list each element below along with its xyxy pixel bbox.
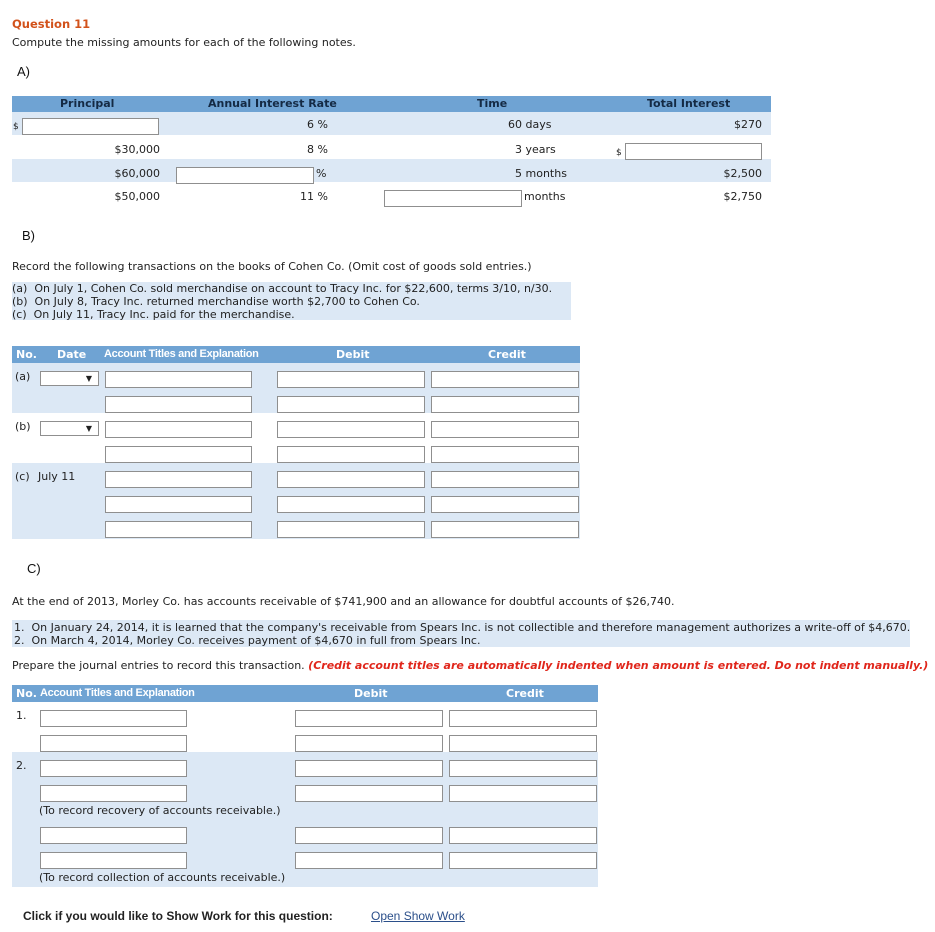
interest-value: $2,750 bbox=[723, 190, 762, 203]
col-debit-header: Debit bbox=[354, 687, 388, 700]
debit-input[interactable] bbox=[295, 760, 443, 777]
credit-input[interactable] bbox=[449, 785, 597, 802]
date-select[interactable] bbox=[40, 421, 99, 436]
dollar-sign: $ bbox=[616, 148, 622, 158]
credit-input[interactable] bbox=[449, 710, 597, 727]
credit-input[interactable] bbox=[431, 496, 579, 513]
credit-input[interactable] bbox=[431, 371, 579, 388]
account-title-input[interactable] bbox=[105, 396, 252, 413]
debit-input[interactable] bbox=[277, 446, 425, 463]
time-value: 60 days bbox=[508, 118, 552, 131]
col-account-header: Account Titles and Explanation bbox=[104, 348, 259, 360]
rate-input[interactable] bbox=[176, 167, 314, 184]
col-no-header: No. bbox=[16, 348, 37, 361]
col-interest-header: Total Interest bbox=[647, 97, 731, 110]
prepare-text: Prepare the journal entries to record this transaction. bbox=[12, 659, 305, 672]
memo-recovery: (To record recovery of accounts receivable.) bbox=[39, 804, 281, 817]
prepare-instruction bbox=[12, 659, 928, 672]
section-a-label: A) bbox=[17, 64, 30, 79]
credit-input[interactable] bbox=[431, 471, 579, 488]
date-select[interactable] bbox=[40, 371, 99, 386]
open-show-work-link[interactable]: Open Show Work bbox=[371, 909, 465, 923]
credit-input[interactable] bbox=[431, 396, 579, 413]
debit-input[interactable] bbox=[277, 396, 425, 413]
rate-value: 8 % bbox=[307, 143, 328, 156]
principal-value: $60,000 bbox=[114, 167, 160, 180]
account-title-input[interactable] bbox=[40, 785, 187, 802]
event-1: 1. On January 24, 2014, it is learned that the company's receivable from Spears Inc. is not collectible and therefore management authorizes a write-off of $4,670. bbox=[14, 621, 911, 634]
col-time-header: Time bbox=[477, 97, 508, 110]
credit-input[interactable] bbox=[449, 852, 597, 869]
credit-input[interactable] bbox=[431, 446, 579, 463]
credit-input[interactable] bbox=[431, 421, 579, 438]
memo-collection: (To record collection of accounts receivable.) bbox=[39, 871, 286, 884]
debit-input[interactable] bbox=[277, 521, 425, 538]
interest-value: $2,500 bbox=[723, 167, 762, 180]
account-title-input[interactable] bbox=[40, 735, 187, 752]
credit-input[interactable] bbox=[449, 827, 597, 844]
principal-value: $30,000 bbox=[114, 143, 160, 156]
col-principal-header: Principal bbox=[60, 97, 115, 110]
section-c-label: C) bbox=[27, 561, 41, 576]
account-title-input[interactable] bbox=[105, 521, 252, 538]
rate-unit: % bbox=[316, 167, 327, 180]
time-unit: months bbox=[524, 190, 566, 203]
col-date-header: Date bbox=[57, 348, 87, 361]
account-title-input[interactable] bbox=[105, 371, 252, 388]
account-title-input[interactable] bbox=[105, 471, 252, 488]
debit-input[interactable] bbox=[295, 735, 443, 752]
entry-no: (a) bbox=[15, 370, 31, 383]
entry-date: July 11 bbox=[38, 470, 76, 483]
debit-input[interactable] bbox=[277, 371, 425, 388]
rate-value: 6 % bbox=[307, 118, 328, 131]
debit-input[interactable] bbox=[277, 421, 425, 438]
transaction-b: (b) On July 8, Tracy Inc. returned merchandise worth $2,700 to Cohen Co. bbox=[12, 295, 420, 308]
credit-input[interactable] bbox=[449, 760, 597, 777]
time-value: 5 months bbox=[515, 167, 567, 180]
debit-input[interactable] bbox=[277, 471, 425, 488]
account-title-input[interactable] bbox=[105, 496, 252, 513]
question-title: Question 11 bbox=[12, 17, 91, 31]
account-title-input[interactable] bbox=[40, 760, 187, 777]
indent-note: (Credit account titles are automatically indented when amount is entered. Do not indent manually.) bbox=[308, 659, 929, 672]
col-credit-header: Credit bbox=[488, 348, 526, 361]
col-no-header: No. bbox=[16, 687, 37, 700]
time-value: 3 years bbox=[515, 143, 556, 156]
principal-value: $50,000 bbox=[114, 190, 160, 203]
credit-input[interactable] bbox=[431, 521, 579, 538]
account-title-input[interactable] bbox=[40, 710, 187, 727]
transaction-a: (a) On July 1, Cohen Co. sold merchandise on account to Tracy Inc. for $22,600, terms 3/10, n/30. bbox=[12, 282, 553, 295]
section-b-instruction: Record the following transactions on the books of Cohen Co. (Omit cost of goods sold entries.) bbox=[12, 260, 532, 273]
col-debit-header: Debit bbox=[336, 348, 370, 361]
entry-no: (b) bbox=[15, 420, 31, 433]
entry-no: 2. bbox=[16, 759, 27, 772]
transaction-c: (c) On July 11, Tracy Inc. paid for the merchandise. bbox=[12, 308, 295, 321]
section-b-label: B) bbox=[22, 228, 35, 243]
entry-no: 1. bbox=[16, 709, 27, 722]
rate-value: 11 % bbox=[300, 190, 328, 203]
show-work-prompt: Click if you would like to Show Work for this question: bbox=[23, 909, 333, 923]
account-title-input[interactable] bbox=[105, 446, 252, 463]
dollar-sign: $ bbox=[13, 122, 19, 132]
col-account-header: Account Titles and Explanation bbox=[40, 687, 195, 699]
dropdown-arrow-icon: ▼ bbox=[85, 424, 92, 433]
credit-input[interactable] bbox=[449, 735, 597, 752]
debit-input[interactable] bbox=[295, 852, 443, 869]
event-2: 2. On March 4, 2014, Morley Co. receives payment of $4,670 in full from Spears Inc. bbox=[14, 634, 481, 647]
debit-input[interactable] bbox=[295, 827, 443, 844]
interest-value: $270 bbox=[734, 118, 762, 131]
dropdown-arrow-icon: ▼ bbox=[85, 374, 92, 383]
col-rate-header: Annual Interest Rate bbox=[208, 97, 337, 110]
debit-input[interactable] bbox=[277, 496, 425, 513]
question-instruction: Compute the missing amounts for each of the following notes. bbox=[12, 36, 356, 49]
account-title-input[interactable] bbox=[40, 827, 187, 844]
principal-input[interactable] bbox=[22, 118, 159, 135]
time-input[interactable] bbox=[384, 190, 522, 207]
entry-no: (c) bbox=[15, 470, 30, 483]
col-credit-header: Credit bbox=[506, 687, 544, 700]
section-c-intro: At the end of 2013, Morley Co. has accounts receivable of $741,900 and an allowance for doubtful accounts of $26,740. bbox=[12, 595, 675, 608]
debit-input[interactable] bbox=[295, 710, 443, 727]
account-title-input[interactable] bbox=[40, 852, 187, 869]
debit-input[interactable] bbox=[295, 785, 443, 802]
account-title-input[interactable] bbox=[105, 421, 252, 438]
interest-input[interactable] bbox=[625, 143, 762, 160]
